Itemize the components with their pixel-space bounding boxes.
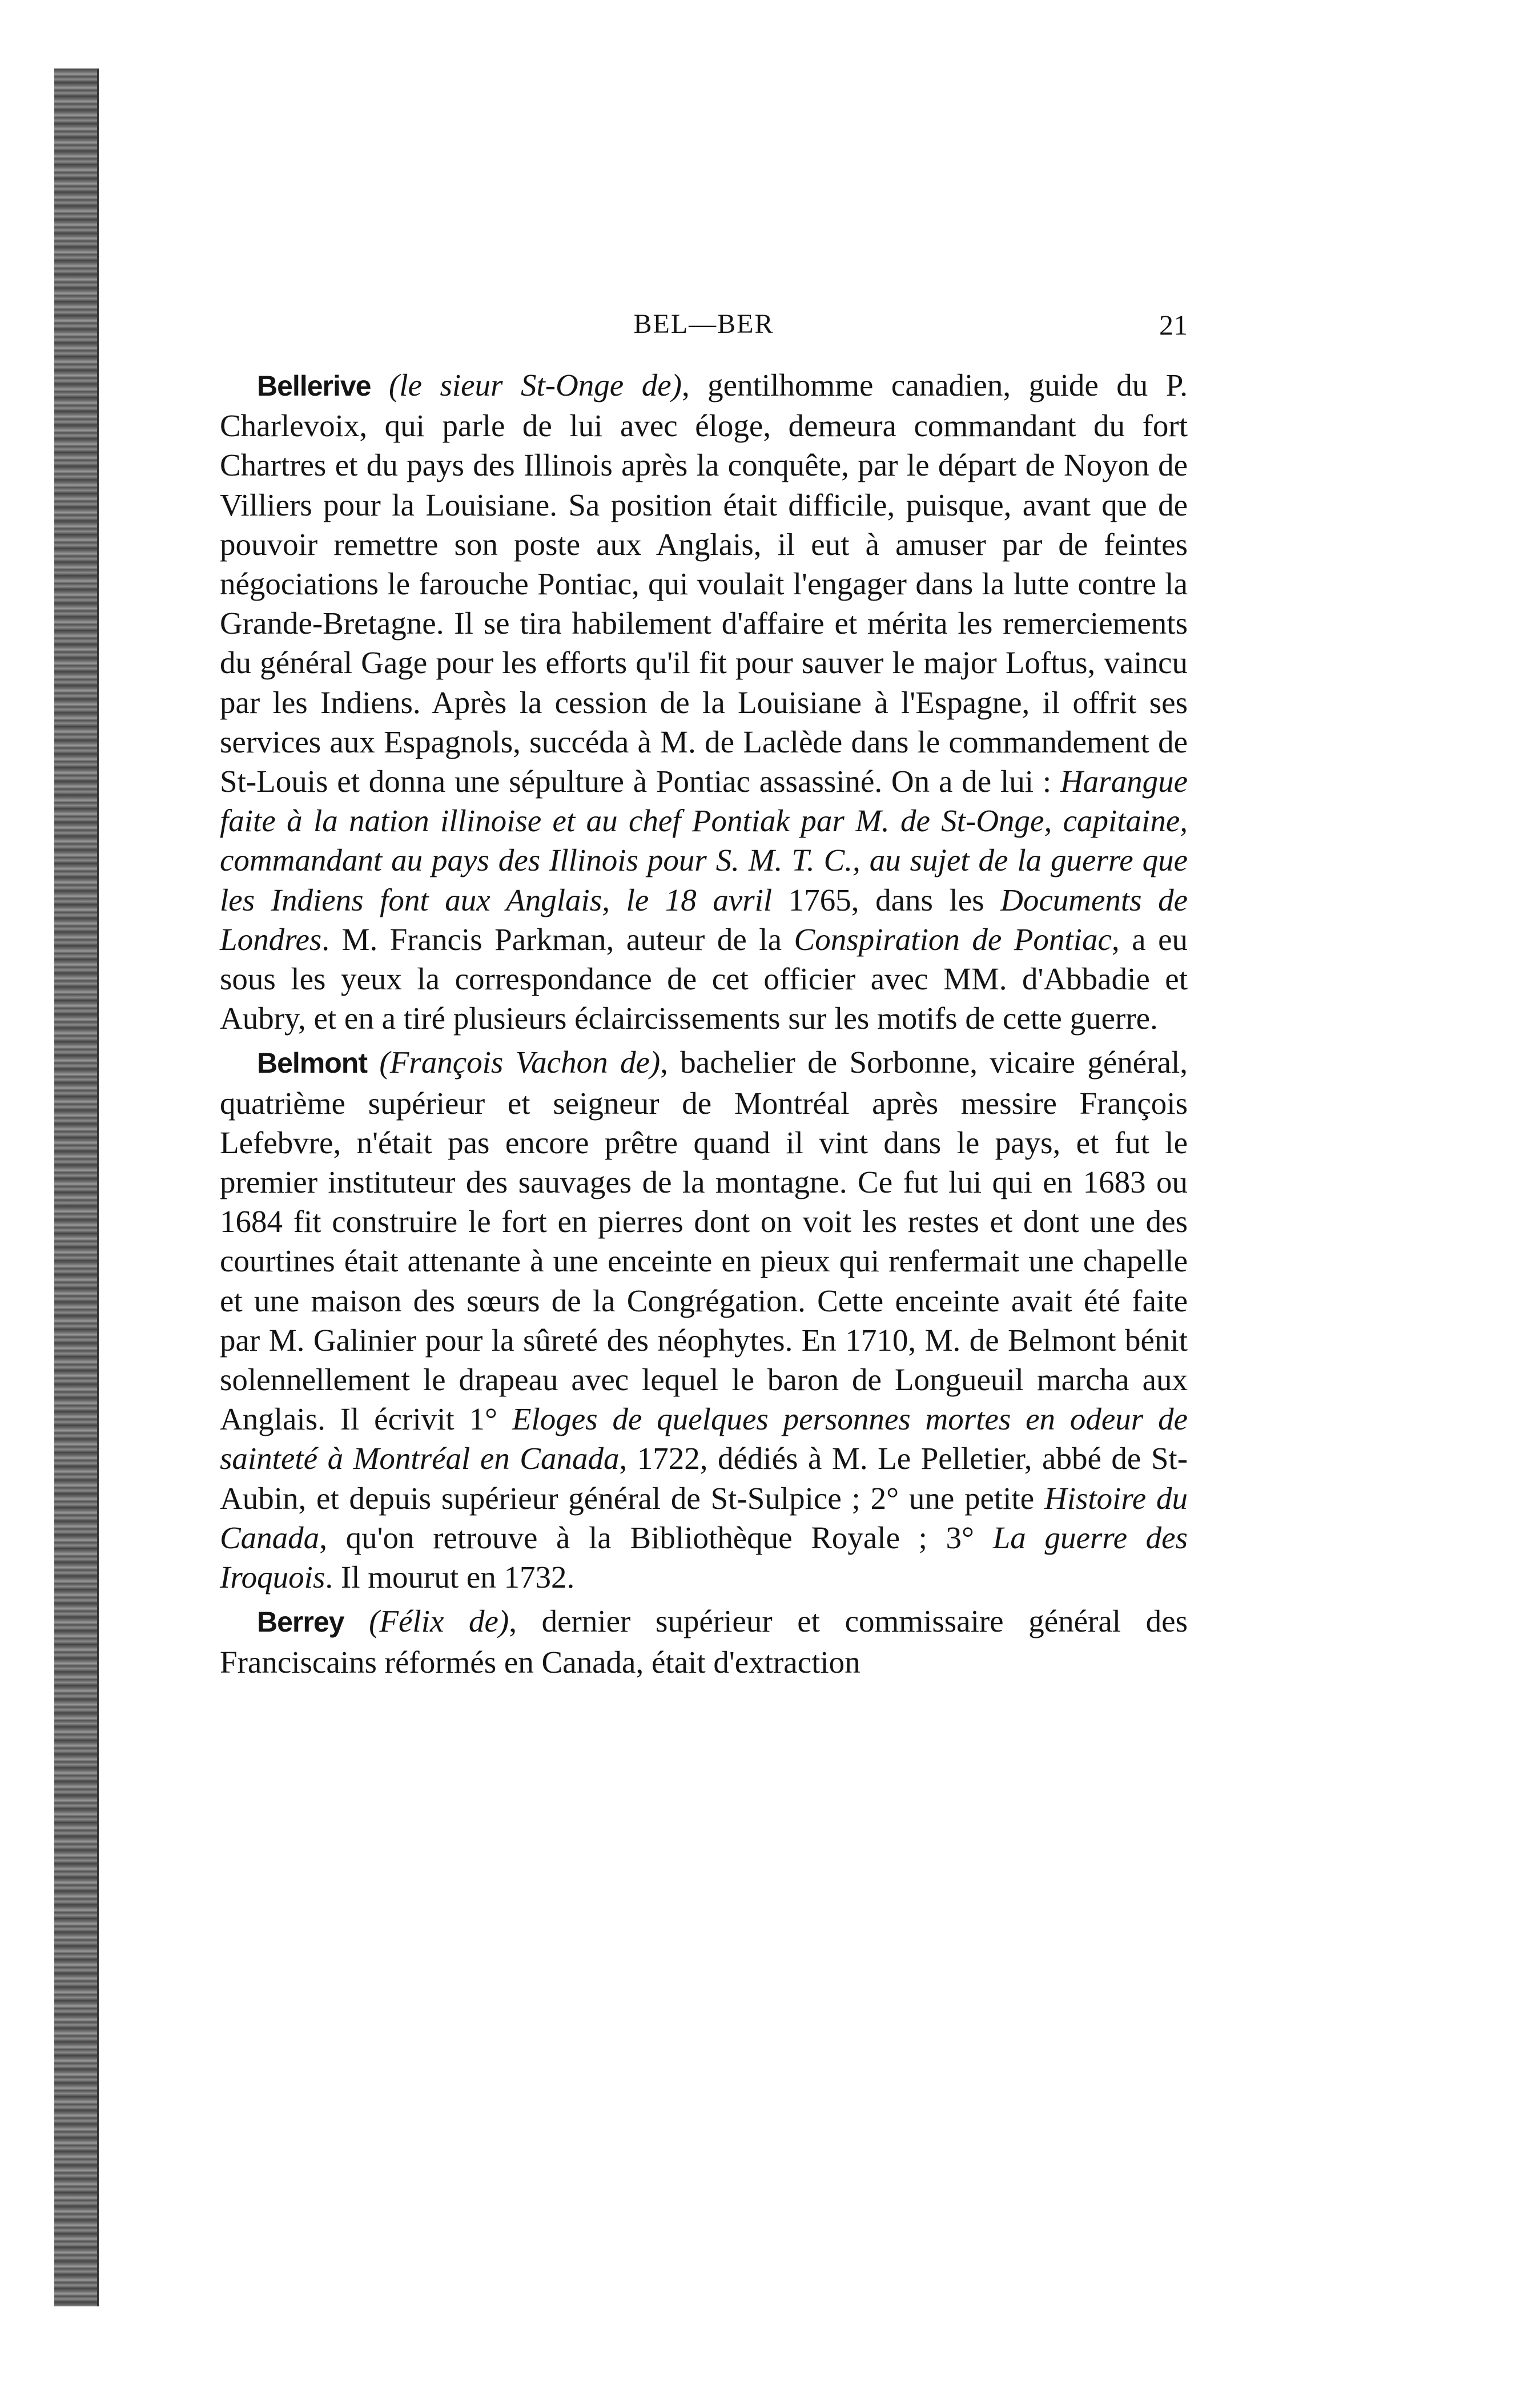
entry-headword: Bellerive	[257, 370, 371, 402]
entry-text: , a eu sous les yeux la correspondance de cet officier avec MM. d'Abbadie et Aubry, et en a tiré plusieurs éclaircissements sur les motifs de cette guerre.	[220, 921, 1188, 1036]
running-head: BEL—BER	[633, 309, 774, 339]
entry-text	[367, 1045, 379, 1080]
entry-text: , dernier supérieur et commissaire général des Franciscains réformés en Canada, était d'extraction	[220, 1604, 1188, 1680]
entry-italic-text: (Félix de)	[369, 1604, 509, 1639]
entry-text: , gentilhomme canadien, guide du P. Charlevoix, qui parle de lui avec éloge, demeura commandant du fort Chartres et du pays des Illinois après la conquête, par le départ de Noyon de Villiers pour la Louisiane. Sa position était difficile, puisque, avant que de pouvoir remettre son poste aux Anglais, il eut à amuser par de feintes négociations le farouche Pontiac, qui voulait l'engager dans la lutte contre la Grande-Bretagne. Il se tira habilement d'affaire et mérita les remerciements du général Gage pour les efforts qu'il fit pour sauver le major Loftus, vaincu par les Indiens. Après la cession de la Louisiane à l'Espagne, il offrit ses services aux Espagnols, succéda à M. de Laclède dans le commandement de St-Louis et donna une sépulture à Pontiac assassiné. On a de lui :	[220, 368, 1188, 799]
entry-text: , qu'on retrouve à la Bibliothèque Royale ; 3°	[319, 1520, 993, 1555]
entry-text: , 1722, dédiés à M. Le Pelletier, abbé de St-Aubin, et depuis supérieur général de St-Sulpice ; 2° une petite	[220, 1441, 1188, 1516]
dictionary-entry	[220, 1042, 1188, 1597]
entry-headword: Belmont	[257, 1047, 367, 1080]
entry-italic-text: Eloges de quelques personnes mortes en odeur de sainteté à Montréal en Canada	[220, 1402, 1188, 1476]
entry-headword: Berrey	[257, 1606, 344, 1638]
page-body	[220, 365, 1188, 1686]
entry-italic-text: Histoire du Canada	[220, 1480, 1188, 1555]
entry-italic-text: Documents de Londres	[220, 882, 1188, 957]
entry-italic-text: La guerre des Iroquois	[220, 1520, 1188, 1595]
entry-text: 1765, dans les	[772, 882, 1001, 917]
dictionary-entry	[220, 365, 1188, 1038]
entry-text	[344, 1604, 369, 1638]
entry-italic-text: Harangue faite à la nation illinoise et au chef Pontiak par M. de St-Onge, capitaine, commandant au pays des Illinois pour S. M. T. C., au sujet de la guerre que les Indiens font aux Anglais, le 18 avril	[220, 764, 1188, 917]
entry-text: . M. Francis Parkman, auteur de la	[321, 921, 794, 957]
entry-italic-text: (François Vachon de)	[379, 1045, 661, 1080]
page-header	[220, 308, 1188, 354]
entry-text: . Il mourut en 1732.	[325, 1560, 575, 1595]
entry-text: , bachelier de Sorbonne, vicaire général, quatrième supérieur et seigneur de Montréal après messire François Lefebvre, n'était pas encore prêtre quand il vint dans le pays, et fut le premier instituteur des sauvages de la montagne. Ce fut lui qui en 1683 ou 1684 fit construire le fort en pierres dont on voit les restes et dont une des courtines était attenante à une enceinte en pieux qui renfermait une chapelle et une maison des sœurs de la Congrégation. Cette enceinte avait été faite par M. Galinier pour la sûreté des néophytes. En 1710, M. de Belmont bénit solennellement le drapeau avec lequel le baron de Longueuil marcha aux Anglais. Il écrivit 1°	[220, 1045, 1188, 1437]
scan-edge-line	[97, 69, 99, 2306]
dictionary-entry	[220, 1601, 1188, 1681]
entry-text	[371, 368, 389, 402]
scan-binding-edge	[54, 69, 99, 2306]
entry-italic-text: (le sieur St-Onge de)	[388, 368, 682, 402]
page-number: 21	[1159, 309, 1188, 341]
entry-italic-text: Conspiration de Pontiac	[794, 921, 1112, 957]
